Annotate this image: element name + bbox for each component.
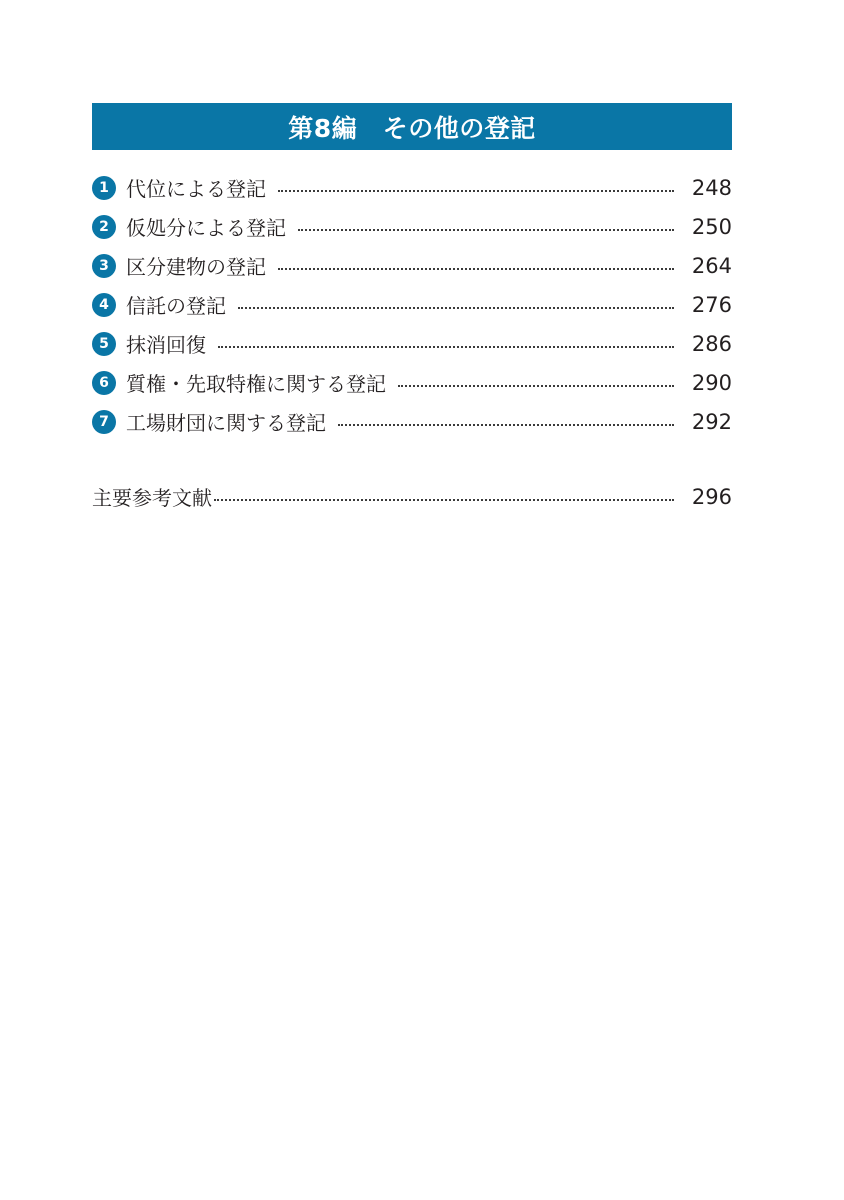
table-of-contents (92, 168, 732, 441)
section-title: 第8編 その他の登記 (288, 113, 536, 143)
number-badge-icon: 1 (92, 176, 116, 200)
page-number: 286 (691, 331, 732, 356)
number-badge-icon: 4 (92, 293, 116, 317)
bibliography-entry[interactable] (92, 477, 732, 516)
dot-leader (278, 268, 674, 270)
entry-title: 代位による登記 (126, 177, 266, 201)
number-badge-icon: 7 (92, 410, 116, 434)
dot-leader (338, 424, 674, 426)
bibliography-title: 主要参考文献 (92, 486, 212, 510)
number-badge-icon: 5 (92, 332, 116, 356)
entry-title: 工場財団に関する登記 (126, 411, 326, 435)
dot-leader (218, 346, 674, 348)
entry-title: 区分建物の登記 (126, 255, 266, 279)
page-number: 292 (691, 409, 732, 434)
number-badge-icon: 3 (92, 254, 116, 278)
toc-entry[interactable] (92, 246, 732, 285)
dot-leader (214, 499, 674, 501)
toc-entry[interactable] (92, 363, 732, 402)
number-badge-icon: 6 (92, 371, 116, 395)
dot-leader (398, 385, 674, 387)
section-header (92, 103, 732, 150)
dot-leader (298, 229, 674, 231)
toc-entry[interactable] (92, 285, 732, 324)
toc-entry[interactable] (92, 324, 732, 363)
number-badge-icon: 2 (92, 215, 116, 239)
page-number: 276 (691, 292, 732, 317)
toc-entry[interactable] (92, 477, 732, 516)
dot-leader (278, 190, 674, 192)
page-number: 248 (691, 175, 732, 200)
page-number: 250 (691, 214, 732, 239)
toc-entry[interactable] (92, 168, 732, 207)
toc-entry[interactable] (92, 402, 732, 441)
page-number: 290 (691, 370, 732, 395)
page-number: 296 (691, 484, 732, 509)
entry-title: 仮処分による登記 (126, 216, 286, 240)
toc-entry[interactable] (92, 207, 732, 246)
entry-title: 抹消回復 (126, 333, 206, 357)
entry-title: 信託の登記 (126, 294, 226, 318)
page-number: 264 (691, 253, 732, 278)
dot-leader (238, 307, 674, 309)
entry-title: 質権・先取特権に関する登記 (126, 372, 386, 396)
